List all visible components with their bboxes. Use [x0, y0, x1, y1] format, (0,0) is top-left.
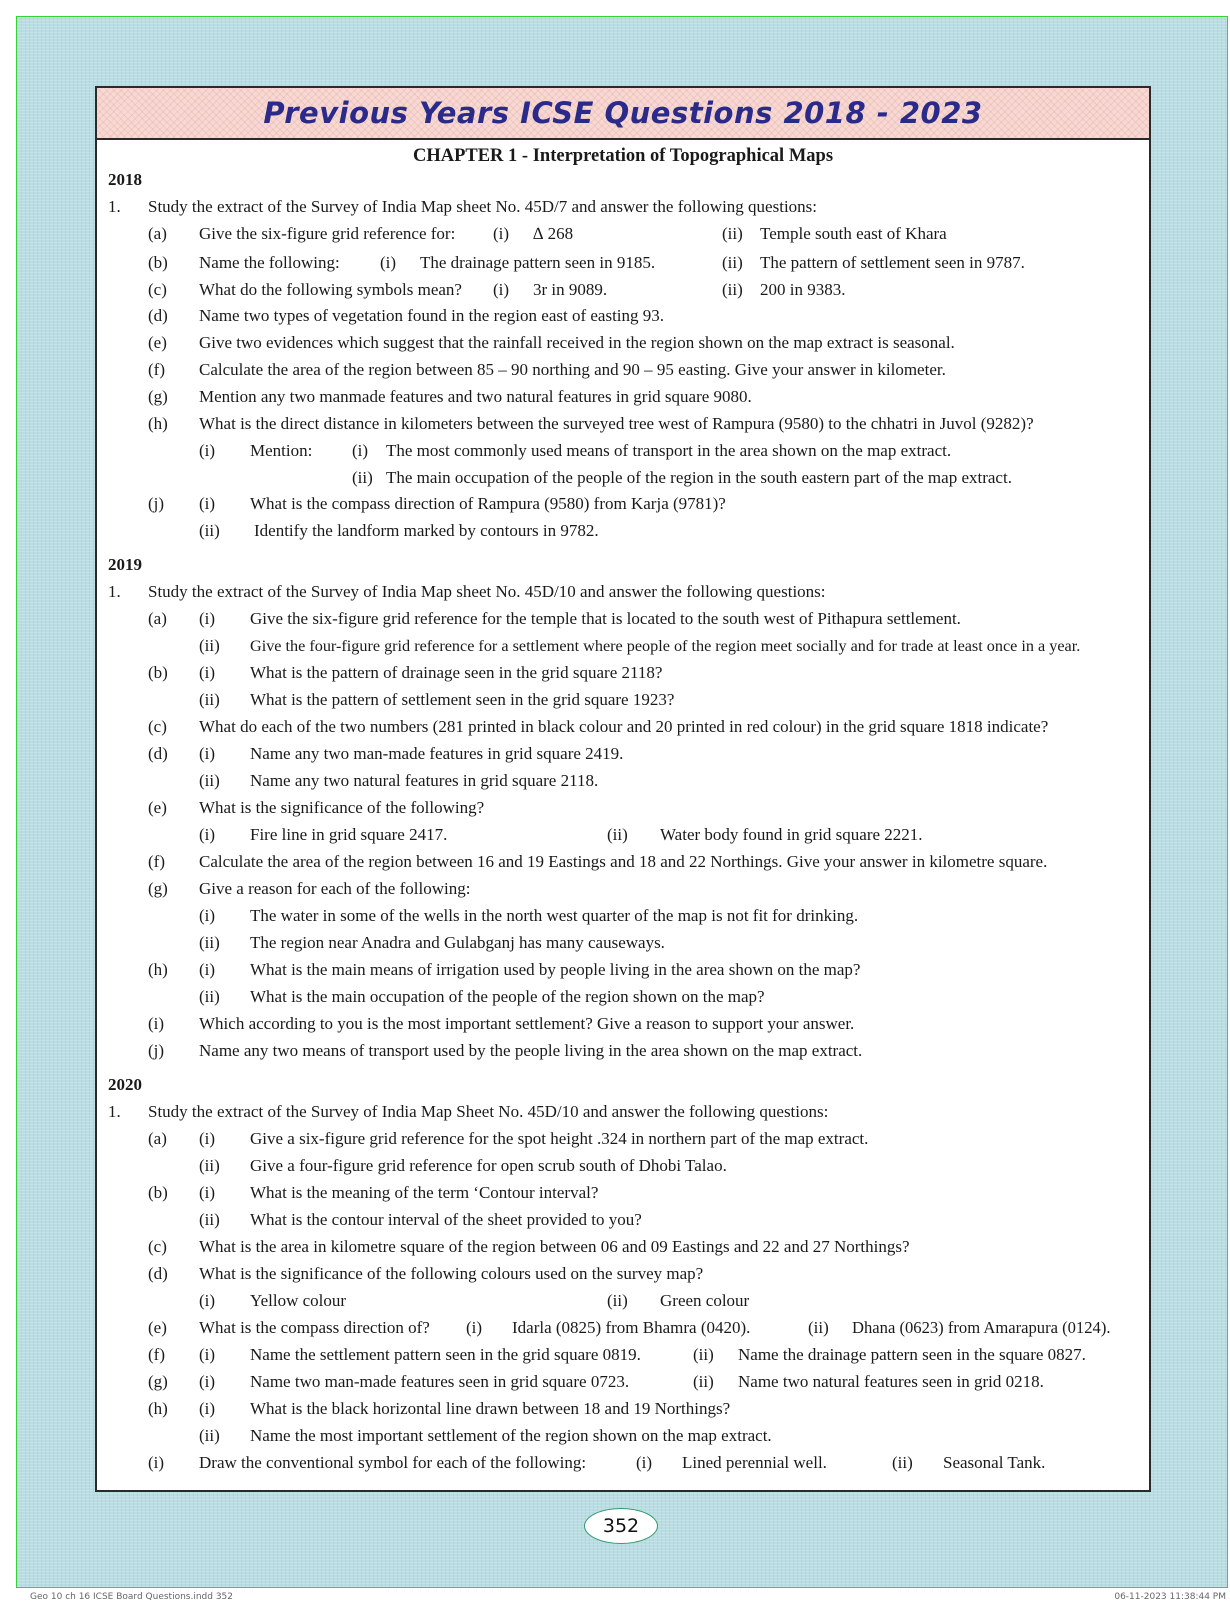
- page-title: Previous Years ICSE Questions 2018 - 2023: [263, 96, 983, 130]
- part-label: (j): [148, 1041, 165, 1060]
- part-text: What is the direct distance in kilometers between the surveyed tree west of Rampura (9580) to the chhatri in Juvol (9282)?: [199, 414, 1034, 433]
- part-label: (i): [199, 441, 216, 460]
- subpart-label: (i): [199, 494, 216, 513]
- subpart-text: ∆ 268: [533, 224, 574, 243]
- subpart-label: (ii): [352, 468, 373, 487]
- part-text: Name two types of vegetation found in the region east of easting 93.: [199, 306, 665, 325]
- subpart-text: Name the drainage pattern seen in the square 0827.: [738, 1345, 1086, 1364]
- part-label: (j): [148, 494, 165, 513]
- subpart-label: (i): [493, 280, 510, 299]
- part-label: (h): [148, 414, 168, 433]
- subpart-text: Dhana (0623) from Amarapura (0124).: [852, 1318, 1111, 1337]
- subpart-text: Name the most important settlement of the region shown on the map extract.: [250, 1426, 772, 1445]
- subpart-label: (ii): [722, 224, 743, 243]
- title-banner: [97, 88, 1149, 140]
- subpart-label: (ii): [199, 690, 220, 709]
- subpart-label: (i): [199, 825, 216, 844]
- part-label: (i): [148, 1014, 165, 1033]
- subpart-text: Yellow colour: [250, 1291, 347, 1310]
- subpart-text: Give a four-figure grid reference for open scrub south of Dhobi Talao.: [250, 1156, 727, 1175]
- subpart-label: (ii): [607, 825, 628, 844]
- subpart-label: (ii): [199, 1156, 220, 1175]
- part-text: Which according to you is the most important settlement? Give a reason to support your answer.: [199, 1014, 855, 1033]
- subpart-label: (i): [199, 1183, 216, 1202]
- part-label: (a): [148, 224, 167, 243]
- subpart-text: Lined perennial well.: [682, 1453, 827, 1472]
- subpart-label: (ii): [722, 280, 743, 299]
- part-text: Mention any two manmade features and two natural features in grid square 9080.: [199, 387, 752, 406]
- subpart-text: Fire line in grid square 2417.: [250, 825, 448, 844]
- subpart-label: (i): [636, 1453, 653, 1472]
- question-text: Study the extract of the Survey of India Map sheet No. 45D/10 and answer the following questions:: [148, 582, 826, 601]
- subpart-text: Give the six-figure grid reference for the temple that is located to the south west of Pithapura settlement.: [250, 609, 961, 628]
- part-label: (b): [148, 1183, 168, 1202]
- subpart-label: (i): [352, 441, 369, 460]
- subpart-label: (ii): [607, 1291, 628, 1310]
- subpart-label: (ii): [722, 253, 743, 272]
- subpart-text: Name two natural features seen in grid 0218.: [738, 1372, 1044, 1391]
- subpart-text: 200 in 9383.: [760, 280, 846, 299]
- subpart-text: What is the compass direction of Rampura (9580) from Karja (9781)?: [250, 494, 726, 513]
- part-label: (b): [148, 253, 168, 272]
- part-label: (e): [148, 798, 167, 817]
- part-text: Draw the conventional symbol for each of the following:: [199, 1453, 587, 1472]
- subpart-text: Give the four-figure grid reference for a settlement where people of the region meet socially and for trade at least once in a year.: [250, 637, 1081, 655]
- subpart-text: The drainage pattern seen in 9185.: [420, 253, 656, 272]
- year-2018-heading: 2018: [108, 170, 142, 189]
- subpart-text: What is the pattern of settlement seen in the grid square 1923?: [250, 690, 675, 709]
- part-text: Give the six-figure grid reference for:: [199, 224, 456, 243]
- subpart-label: (ii): [199, 1426, 220, 1445]
- part-label: (f): [148, 852, 165, 871]
- subpart-label: (i): [199, 663, 216, 682]
- subpart-text: What is the main means of irrigation used by people living in the area shown on the map?: [250, 960, 861, 979]
- part-label: (b): [148, 663, 168, 682]
- part-text: What is the significance of the following?: [199, 798, 485, 817]
- subpart-label: (ii): [808, 1318, 829, 1337]
- part-label: (a): [148, 1129, 167, 1148]
- question-number: 1.: [108, 197, 121, 216]
- subpart-label: (i): [199, 1291, 216, 1310]
- part-text: Mention:: [250, 441, 313, 460]
- subpart-label: (i): [199, 1372, 216, 1391]
- subpart-label: (i): [466, 1318, 483, 1337]
- subpart-text: Name any two natural features in grid square 2118.: [250, 771, 599, 790]
- part-text: Name any two means of transport used by the people living in the area shown on the map extract.: [199, 1041, 863, 1060]
- subpart-text: What is the meaning of the term ‘Contour interval?: [250, 1183, 599, 1202]
- part-label: (d): [148, 744, 168, 763]
- part-label: (f): [148, 1345, 165, 1364]
- subpart-text: What is the contour interval of the sheet provided to you?: [250, 1210, 642, 1229]
- subpart-label: (i): [199, 906, 216, 925]
- part-label: (d): [148, 1264, 168, 1283]
- subpart-label: (i): [380, 253, 397, 272]
- subpart-label: (ii): [199, 521, 220, 540]
- subpart-text: Name the settlement pattern seen in the grid square 0819.: [250, 1345, 641, 1364]
- subpart-label: (ii): [199, 1210, 220, 1229]
- subpart-text: Name any two man-made features in grid square 2419.: [250, 744, 624, 763]
- question-number: 1.: [108, 582, 121, 601]
- subpart-text: What is the black horizontal line drawn between 18 and 19 Northings?: [250, 1399, 731, 1418]
- subpart-label: (i): [493, 224, 510, 243]
- subpart-text: The most commonly used means of transport in the area shown on the map extract.: [386, 441, 952, 460]
- part-label: (i): [148, 1453, 165, 1472]
- part-label: (c): [148, 280, 167, 299]
- footer-timestamp: 06-11-2023 11:38:44 PM: [1114, 1592, 1226, 1602]
- subpart-text: Seasonal Tank.: [943, 1453, 1046, 1472]
- subpart-label: (ii): [199, 771, 220, 790]
- chapter-heading: CHAPTER 1 - Interpretation of Topographical Maps: [412, 146, 834, 166]
- part-label: (e): [148, 333, 167, 352]
- subpart-text: Identify the landform marked by contours in 9782.: [254, 521, 599, 540]
- subpart-label: (ii): [693, 1345, 714, 1364]
- part-label: (g): [148, 387, 168, 406]
- part-text: What is the area in kilometre square of the region between 06 and 09 Eastings and 22 and 27 Northings?: [199, 1237, 910, 1256]
- subpart-label: (i): [199, 744, 216, 763]
- part-text: Give two evidences which suggest that the rainfall received in the region shown on the map extract is seasonal.: [199, 333, 955, 352]
- subpart-label: (ii): [892, 1453, 913, 1472]
- part-text: What do the following symbols mean?: [199, 280, 462, 299]
- subpart-label: (ii): [199, 933, 220, 952]
- subpart-label: (i): [199, 960, 216, 979]
- part-label: (h): [148, 1399, 168, 1418]
- part-text: What is the compass direction of?: [199, 1318, 430, 1337]
- question-number: 1.: [108, 1102, 121, 1121]
- question-text: Study the extract of the Survey of India Map sheet No. 45D/7 and answer the following questions:: [148, 197, 818, 216]
- part-text: Calculate the area of the region between 16 and 19 Eastings and 18 and 22 Northings. Give your answer in kilometre square.: [199, 852, 1048, 871]
- subpart-text: The water in some of the wells in the north west quarter of the map is not fit for drinking.: [250, 906, 859, 925]
- subpart-text: Water body found in grid square 2221.: [660, 825, 923, 844]
- subpart-text: Idarla (0825) from Bhamra (0420).: [512, 1318, 751, 1337]
- subpart-text: The main occupation of the people of the region in the south eastern part of the map extract.: [386, 468, 1012, 487]
- subpart-text: Give a six-figure grid reference for the spot height .324 in northern part of the map extract.: [250, 1129, 869, 1148]
- part-text: Give a reason for each of the following:: [199, 879, 471, 898]
- subpart-label: (ii): [199, 636, 220, 655]
- part-text: What is the significance of the following colours used on the survey map?: [199, 1264, 704, 1283]
- part-label: (g): [148, 879, 168, 898]
- subpart-text: What is the main occupation of the people of the region shown on the map?: [250, 987, 765, 1006]
- subpart-text: The region near Anadra and Gulabganj has many causeways.: [250, 933, 665, 952]
- subpart-text: Temple south east of Khara: [760, 224, 947, 243]
- part-label: (f): [148, 360, 165, 379]
- subpart-text: The pattern of settlement seen in 9787.: [760, 253, 1025, 272]
- part-label: (c): [148, 1237, 167, 1256]
- subpart-label: (i): [199, 609, 216, 628]
- part-label: (g): [148, 1372, 168, 1391]
- page-number: 352: [602, 1515, 640, 1537]
- part-text: Calculate the area of the region between 85 – 90 northing and 90 – 95 easting. Give your answer in kilometer.: [199, 360, 946, 379]
- part-text: Name the following:: [199, 253, 340, 272]
- subpart-text: Green colour: [660, 1291, 750, 1310]
- page-number-badge: [584, 1508, 658, 1544]
- part-label: (h): [148, 960, 168, 979]
- part-label: (d): [148, 306, 168, 325]
- subpart-label: (i): [199, 1399, 216, 1418]
- subpart-text: 3r in 9089.: [533, 280, 608, 299]
- part-label: (a): [148, 609, 167, 628]
- year-2020-heading: 2020: [108, 1075, 142, 1094]
- subpart-label: (i): [199, 1345, 216, 1364]
- part-label: (e): [148, 1318, 167, 1337]
- subpart-text: What is the pattern of drainage seen in the grid square 2118?: [250, 663, 663, 682]
- subpart-text: Name two man-made features seen in grid square 0723.: [250, 1372, 630, 1391]
- year-2019-heading: 2019: [108, 555, 142, 574]
- subpart-label: (ii): [199, 987, 220, 1006]
- part-label: (c): [148, 717, 167, 736]
- subpart-label: (ii): [693, 1372, 714, 1391]
- question-text: Study the extract of the Survey of India Map Sheet No. 45D/10 and answer the following questions:: [148, 1102, 829, 1121]
- part-text: What do each of the two numbers (281 printed in black colour and 20 printed in red colour) in the grid square 1818 indicate?: [199, 717, 1049, 736]
- subpart-label: (i): [199, 1129, 216, 1148]
- footer-file-name: Geo 10 ch 16 ICSE Board Questions.indd 352: [30, 1592, 234, 1602]
